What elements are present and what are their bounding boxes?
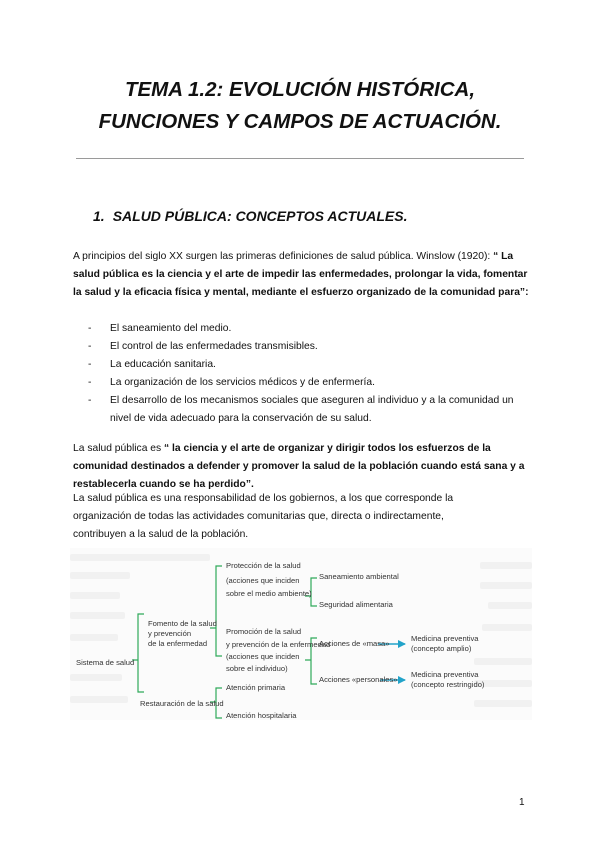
diagram-canvas <box>70 548 532 720</box>
section-number: 1. <box>93 208 105 224</box>
document-title-line-1: TEMA 1.2: EVOLUCIÓN HISTÓRICA, <box>124 78 476 101</box>
definition-lead: La salud pública es <box>73 443 165 454</box>
node-mp-restringido-line-1: Medicina preventiva <box>411 670 479 679</box>
node-acciones-masa: Acciones de «masa» <box>319 639 390 648</box>
node-promocion-line-3: (acciones que inciden <box>226 652 300 661</box>
node-promocion-line-1: Promoción de la salud <box>226 627 302 636</box>
health-system-diagram <box>70 548 532 720</box>
responsibility-line-3: contribuyen a la salud de la población. <box>73 529 249 540</box>
node-proteccion-line-3: sobre el medio ambiente) <box>226 589 312 598</box>
list-item: - El saneamiento del medio. <box>88 320 526 338</box>
node-proteccion-line-1: Protección de la salud <box>226 561 301 570</box>
node-promocion-line-4: sobre el individuo) <box>226 664 288 673</box>
node-fomento-line-2: y prevención <box>148 629 192 638</box>
bracket-fomento <box>210 566 222 656</box>
node-sistema-de-salud: Sistema de salud <box>76 658 135 667</box>
definition-quote: “ la ciencia y el arte de organizar y dirigir todos los esfuerzos de la comunidad destinados a defender y promover la salud de la población cuando está sana y a restablecerla cuando se ha perdido”. <box>73 443 525 490</box>
bracket-sistema <box>132 614 144 692</box>
node-fomento-line-1: Fomento de la salud <box>148 619 217 628</box>
section-heading <box>93 208 407 224</box>
node-seguridad: Seguridad alimentaria <box>319 600 393 609</box>
node-fomento-line-3: de la enfermedad <box>148 639 208 648</box>
node-mp-restringido-line-2: (concepto restringido) <box>411 680 485 689</box>
intro-text: A principios del siglo XX surgen las primeras definiciones de salud pública. Winslow (1920): <box>73 251 494 262</box>
node-saneamiento: Saneamiento ambiental <box>319 572 399 581</box>
list-item: - El desarrollo de los mecanismos sociales que aseguren al individuo y a la comunidad un nivel de vida adecuado para la conservación de su salud. <box>88 392 526 428</box>
document-title-line-2: FUNCIONES Y CAMPOS DE ACTUACIÓN. <box>98 110 502 133</box>
title-divider <box>76 158 524 159</box>
list-item: - La educación sanitaria. <box>88 356 526 374</box>
responsibility-line-1: La salud pública es una responsabilidad de los gobiernos, a los que corresponde la <box>73 493 454 504</box>
responsibility-line-2: organización de todas las actividades comunitarias que, directa o indirectamente, <box>73 511 444 522</box>
definition-paragraph <box>73 440 533 494</box>
node-acciones-personales: Acciones «personales» <box>319 675 398 684</box>
intro-paragraph <box>73 248 533 302</box>
node-proteccion-line-2: (acciones que inciden <box>226 576 300 585</box>
node-atencion-primaria: Atención primaria <box>226 683 286 692</box>
node-promocion-line-2: y prevención de la enfermedad <box>226 640 331 649</box>
list-item: - El control de las enfermedades transmisibles. <box>88 338 526 356</box>
node-mp-amplio-line-1: Medicina preventiva <box>411 634 479 643</box>
list-item: - La organización de los servicios médicos y de enfermería. <box>88 374 526 392</box>
page-number: 1 <box>519 797 525 808</box>
functions-list <box>88 320 526 428</box>
section-title: SALUD PÚBLICA: CONCEPTOS ACTUALES. <box>112 208 408 224</box>
node-mp-amplio-line-2: (concepto amplio) <box>411 644 472 653</box>
node-atencion-hospitalaria: Atención hospitalaria <box>226 711 297 720</box>
winslow-definition: “ La salud pública es la ciencia y el arte de impedir las enfermedades, prolongar la vida, fomentar la salud y la eficacia física y mental, mediante el esfuerzo organizado de la comunidad para”: <box>73 251 529 298</box>
node-restauracion: Restauración de la salud <box>140 699 224 708</box>
